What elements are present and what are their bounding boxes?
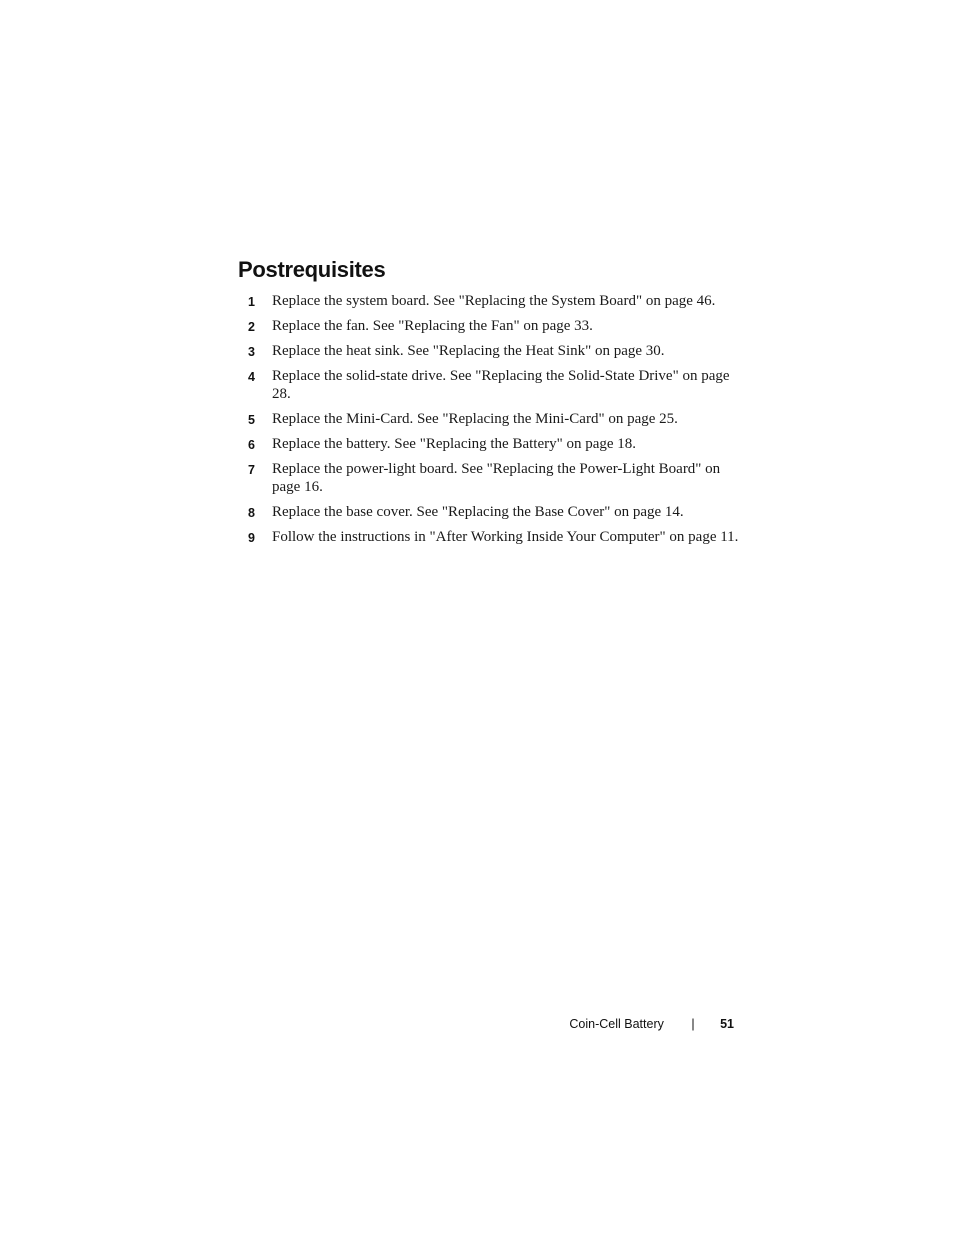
step-item bbox=[248, 410, 748, 428]
step-text: Replace the solid-state drive. See "Replacing the Solid-State Drive" on page 28. bbox=[272, 368, 730, 402]
step-number: 5 bbox=[248, 413, 255, 427]
page-number: 51 bbox=[720, 1017, 734, 1031]
step-item bbox=[248, 292, 748, 310]
postrequisite-steps-list bbox=[248, 292, 748, 553]
section-heading: Postrequisites bbox=[238, 257, 386, 282]
step-number: 1 bbox=[248, 295, 255, 309]
step-item bbox=[248, 317, 748, 335]
step-text: Replace the power-light board. See "Replacing the Power-Light Board" on page 16. bbox=[272, 461, 721, 495]
step-text: Follow the instructions in "After Working Inside Your Computer" on page 11. bbox=[272, 529, 739, 545]
step-number: 2 bbox=[248, 320, 255, 334]
step-item bbox=[248, 367, 748, 403]
step-text: Replace the base cover. See "Replacing the Base Cover" on page 14. bbox=[272, 504, 684, 520]
page-footer bbox=[569, 1015, 734, 1033]
step-text: Replace the system board. See "Replacing the System Board" on page 46. bbox=[272, 293, 716, 309]
step-item bbox=[248, 435, 748, 453]
footer-section-title: Coin-Cell Battery bbox=[569, 1017, 664, 1031]
step-text: Replace the battery. See "Replacing the Battery" on page 18. bbox=[272, 436, 637, 452]
step-item bbox=[248, 528, 748, 546]
step-number: 6 bbox=[248, 438, 255, 452]
step-item bbox=[248, 503, 748, 521]
step-number: 9 bbox=[248, 531, 255, 545]
step-item bbox=[248, 342, 748, 360]
footer-separator: | bbox=[691, 1017, 695, 1031]
step-item bbox=[248, 460, 748, 496]
step-text: Replace the heat sink. See "Replacing the Heat Sink" on page 30. bbox=[272, 343, 665, 359]
step-text: Replace the Mini-Card. See "Replacing the Mini-Card" on page 25. bbox=[272, 411, 678, 427]
step-number: 4 bbox=[248, 370, 255, 384]
step-text: Replace the fan. See "Replacing the Fan" on page 33. bbox=[272, 318, 593, 334]
step-number: 3 bbox=[248, 345, 255, 359]
step-number: 7 bbox=[248, 463, 255, 477]
step-number: 8 bbox=[248, 506, 255, 520]
